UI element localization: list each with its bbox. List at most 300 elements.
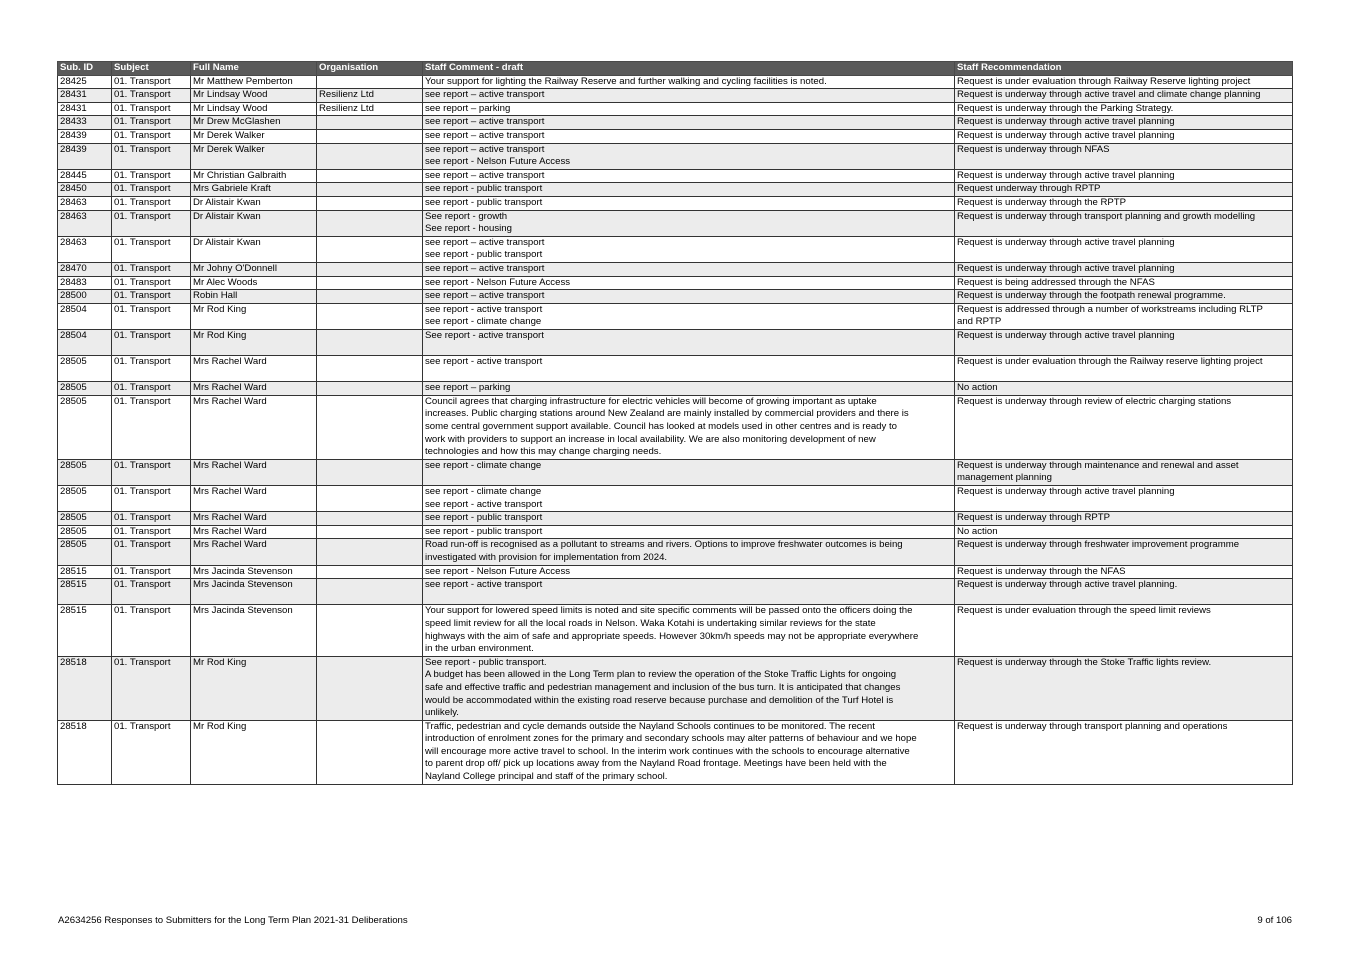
cell-organisation [317, 356, 423, 382]
cell-staff-comment-line: investigated with provision for implementation from 2024. [425, 551, 668, 563]
cell-staff-recommendation-line: Request is underway through active travel planning [957, 236, 1175, 248]
cell-staff-comment-line: see report – active transport [425, 236, 545, 248]
cell-staff-comment [423, 395, 955, 459]
cell-subject: 01. Transport [112, 89, 191, 103]
cell-subject: 01. Transport [112, 720, 191, 784]
cell-organisation [317, 143, 423, 169]
cell-full-name: Mrs Jacinda Stevenson [191, 579, 317, 605]
cell-staff-comment-line: see report - Nelson Future Access [425, 276, 571, 288]
cell-staff-recommendation-line: Request is under evaluation through the Railway reserve lighting project [957, 356, 1263, 368]
cell-staff-recommendation-line: Request is underway through active travel planning [957, 116, 1175, 128]
cell-staff-comment-line: see report - active transport [425, 303, 543, 315]
cell-staff-recommendation [955, 395, 1293, 459]
cell-staff-recommendation-line: Request is underway through review of electric charging stations [957, 395, 1232, 407]
cell-subject: 01. Transport [112, 75, 191, 89]
table-row [58, 89, 1293, 103]
cell-staff-comment-line: technologies and how this may change charging needs. [425, 446, 662, 458]
cell-full-name: Mrs Rachel Ward [191, 382, 317, 396]
cell-subject: 01. Transport [112, 236, 191, 262]
cell-staff-comment-line: will encourage more active travel to school. In the interim work continues with the schools to encourage alternative [425, 745, 910, 757]
cell-staff-comment-line: to parent drop off/ pick up locations away from the Nayland Road frontage. Meetings have been held with the [425, 758, 887, 770]
cell-staff-recommendation-line: management planning [957, 472, 1052, 484]
cell-organisation: Resilienz Ltd [317, 89, 423, 103]
cell-full-name: Mr Lindsay Wood [191, 102, 317, 116]
cell-organisation [317, 262, 423, 276]
cell-staff-recommendation-line: No action [957, 382, 998, 394]
cell-full-name: Mrs Rachel Ward [191, 525, 317, 539]
cell-staff-comment [423, 236, 955, 262]
table-row [58, 525, 1293, 539]
cell-organisation [317, 129, 423, 143]
cell-subject: 01. Transport [112, 512, 191, 526]
table-row [58, 210, 1293, 236]
cell-full-name: Mr Rod King [191, 329, 317, 355]
cell-staff-recommendation-line: Request is underway through NFAS [957, 143, 1110, 155]
cell-sub-id: 28433 [58, 116, 112, 130]
cell-staff-recommendation [955, 210, 1293, 236]
footer-page-number: 9 of 106 [1257, 915, 1292, 926]
cell-staff-recommendation-line [957, 369, 1290, 382]
cell-sub-id: 28463 [58, 236, 112, 262]
cell-staff-comment [423, 525, 955, 539]
cell-organisation [317, 579, 423, 605]
cell-staff-comment-line: Nayland College principal and staff of the primary school. [425, 771, 668, 783]
cell-staff-recommendation-line: Request is underway through freshwater improvement programme [957, 539, 1240, 551]
cell-staff-recommendation [955, 143, 1293, 169]
cell-full-name: Mrs Rachel Ward [191, 512, 317, 526]
cell-subject: 01. Transport [112, 605, 191, 656]
cell-subject: 01. Transport [112, 116, 191, 130]
cell-full-name: Mr Alec Woods [191, 276, 317, 290]
table-row [58, 539, 1293, 565]
cell-sub-id: 28505 [58, 486, 112, 512]
cell-full-name: Mr Derek Walker [191, 129, 317, 143]
cell-staff-comment-line [425, 342, 952, 355]
cell-subject: 01. Transport [112, 486, 191, 512]
table-row [58, 262, 1293, 276]
cell-organisation [317, 382, 423, 396]
cell-subject: 01. Transport [112, 565, 191, 579]
cell-staff-comment [423, 290, 955, 304]
cell-staff-comment-line: see report - public transport [425, 183, 543, 195]
cell-staff-comment-line: see report - public transport [425, 249, 543, 261]
header-staff-comment: Staff Comment - draft [423, 62, 955, 76]
cell-organisation [317, 303, 423, 329]
cell-staff-comment-line: Traffic, pedestrian and cycle demands outside the Nayland Schools continues to be monitored. The recent [425, 720, 875, 732]
cell-staff-recommendation-line: Request is underway through transport planning and operations [957, 720, 1228, 732]
cell-subject: 01. Transport [112, 382, 191, 396]
cell-staff-comment-line: unlikely. [425, 707, 459, 719]
table-row [58, 579, 1293, 605]
table-row [58, 169, 1293, 183]
cell-subject: 01. Transport [112, 290, 191, 304]
cell-staff-comment-line: see report - Nelson Future Access [425, 156, 571, 168]
cell-staff-recommendation [955, 116, 1293, 130]
cell-sub-id: 28431 [58, 89, 112, 103]
cell-staff-comment-line: increases. Public charging stations around New Zealand are mainly installed by commercial providers and there is [425, 408, 909, 420]
cell-staff-comment-line: see report - active transport [425, 498, 543, 510]
cell-sub-id: 28515 [58, 565, 112, 579]
header-staff-recommendation: Staff Recommendation [955, 62, 1293, 76]
cell-staff-recommendation [955, 579, 1293, 605]
cell-staff-recommendation-line: and RPTP [957, 316, 1002, 328]
cell-staff-comment-line: Your support for lighting the Railway Reserve and further walking and cycling facilities is noted. [425, 75, 827, 87]
cell-organisation [317, 169, 423, 183]
cell-organisation [317, 656, 423, 720]
cell-sub-id: 28515 [58, 605, 112, 656]
cell-staff-recommendation-line [957, 342, 1290, 355]
cell-staff-recommendation [955, 262, 1293, 276]
cell-subject: 01. Transport [112, 143, 191, 169]
cell-staff-comment-line: in the urban environment. [425, 643, 534, 655]
cell-organisation [317, 116, 423, 130]
cell-staff-recommendation [955, 656, 1293, 720]
cell-staff-recommendation-line: Request is underway through the footpath renewal programme. [957, 290, 1226, 302]
cell-staff-recommendation-line: Request is underway through active travel and climate change planning [957, 89, 1261, 101]
table-row [58, 382, 1293, 396]
cell-staff-comment [423, 486, 955, 512]
cell-staff-recommendation [955, 565, 1293, 579]
cell-staff-recommendation [955, 196, 1293, 210]
cell-staff-recommendation [955, 525, 1293, 539]
cell-staff-recommendation [955, 486, 1293, 512]
cell-staff-comment-line: some central government support available. Council has looked at models used in other centres and is ready to [425, 421, 897, 433]
cell-full-name: Mrs Rachel Ward [191, 395, 317, 459]
cell-full-name: Mrs Rachel Ward [191, 459, 317, 485]
cell-staff-comment-line: See report - housing [425, 223, 512, 235]
cell-staff-comment-line: see report – active transport [425, 143, 545, 155]
table-row [58, 75, 1293, 89]
cell-subject: 01. Transport [112, 395, 191, 459]
cell-full-name: Mrs Jacinda Stevenson [191, 565, 317, 579]
cell-organisation [317, 290, 423, 304]
cell-sub-id: 28505 [58, 395, 112, 459]
cell-staff-comment [423, 169, 955, 183]
cell-sub-id: 28515 [58, 579, 112, 605]
table-row [58, 303, 1293, 329]
cell-staff-comment-line: See report - active transport [425, 329, 544, 341]
cell-staff-comment-line: See report - public transport. [425, 656, 547, 668]
cell-organisation [317, 605, 423, 656]
cell-full-name: Mr Johny O'Donnell [191, 262, 317, 276]
cell-staff-comment-line: speed limit review for all the local roads in Nelson. Waka Kotahi is undertaking similar reviews for the state [425, 617, 876, 629]
cell-subject: 01. Transport [112, 262, 191, 276]
cell-organisation [317, 525, 423, 539]
cell-subject: 01. Transport [112, 579, 191, 605]
cell-full-name: Mr Derek Walker [191, 143, 317, 169]
cell-organisation [317, 565, 423, 579]
cell-sub-id: 28450 [58, 183, 112, 197]
cell-organisation [317, 329, 423, 355]
cell-staff-recommendation-line [957, 592, 1290, 605]
header-sub-id: Sub. ID [58, 62, 112, 76]
cell-staff-comment [423, 303, 955, 329]
cell-staff-comment-line: introduction of enrolment zones for the primary and secondary schools may alter patterns of behaviour and we hope [425, 733, 917, 745]
cell-sub-id: 28505 [58, 512, 112, 526]
cell-staff-recommendation-line: Request is under evaluation through the speed limit reviews [957, 605, 1211, 617]
cell-sub-id: 28425 [58, 75, 112, 89]
cell-staff-recommendation-line: Request underway through RPTP [957, 183, 1101, 195]
cell-staff-comment-line: A budget has been allowed in the Long Term plan to review the operation of the Stoke Traffic Lights for ongoing [425, 669, 897, 681]
cell-staff-recommendation-line: Request is underway through transport planning and growth modelling [957, 210, 1256, 222]
table-row [58, 129, 1293, 143]
table-row [58, 565, 1293, 579]
cell-staff-comment [423, 539, 955, 565]
cell-subject: 01. Transport [112, 303, 191, 329]
cell-subject: 01. Transport [112, 539, 191, 565]
table-row [58, 116, 1293, 130]
cell-staff-recommendation [955, 89, 1293, 103]
table-row [58, 329, 1293, 355]
cell-staff-comment-line: would be accommodated within the existing road reserve because purchase and demolition of the Turf Hotel is [425, 694, 894, 706]
cell-staff-comment [423, 565, 955, 579]
cell-staff-comment-line: see report – active transport [425, 129, 545, 141]
cell-staff-comment-line: see report - climate change [425, 486, 542, 497]
cell-staff-comment [423, 276, 955, 290]
cell-staff-comment [423, 210, 955, 236]
cell-sub-id: 28500 [58, 290, 112, 304]
cell-full-name: Mrs Jacinda Stevenson [191, 605, 317, 656]
cell-full-name: Mrs Gabriele Kraft [191, 183, 317, 197]
cell-sub-id: 28470 [58, 262, 112, 276]
cell-staff-recommendation-line: Request is underway through the NFAS [957, 565, 1126, 577]
cell-full-name: Mr Lindsay Wood [191, 89, 317, 103]
cell-staff-comment-line: see report - public transport [425, 512, 543, 524]
cell-organisation [317, 75, 423, 89]
cell-staff-comment-line: see report – active transport [425, 89, 545, 101]
table-body [58, 75, 1293, 784]
cell-staff-recommendation-line: Request is underway through active travel planning [957, 262, 1175, 274]
cell-staff-recommendation-line: Request is underway through active travel planning [957, 129, 1175, 141]
table-row [58, 605, 1293, 656]
cell-organisation [317, 486, 423, 512]
cell-organisation: Resilienz Ltd [317, 102, 423, 116]
cell-staff-recommendation [955, 236, 1293, 262]
cell-staff-comment [423, 720, 955, 784]
cell-subject: 01. Transport [112, 102, 191, 116]
cell-subject: 01. Transport [112, 210, 191, 236]
cell-full-name: Mr Rod King [191, 303, 317, 329]
cell-staff-recommendation [955, 459, 1293, 485]
table-row [58, 486, 1293, 512]
cell-subject: 01. Transport [112, 169, 191, 183]
cell-sub-id: 28431 [58, 102, 112, 116]
table-row [58, 276, 1293, 290]
cell-staff-recommendation-line: Request is underway through the RPTP [957, 196, 1127, 208]
cell-staff-comment [423, 89, 955, 103]
cell-staff-comment [423, 102, 955, 116]
cell-staff-recommendation-line: Request is underway through the Stoke Traffic lights review. [957, 656, 1212, 668]
cell-staff-recommendation-line: Request is underway through maintenance and renewal and asset [957, 459, 1239, 471]
cell-subject: 01. Transport [112, 356, 191, 382]
cell-staff-recommendation [955, 512, 1293, 526]
cell-staff-comment-line: see report – active transport [425, 116, 545, 128]
cell-staff-comment [423, 356, 955, 382]
cell-subject: 01. Transport [112, 656, 191, 720]
cell-staff-recommendation [955, 129, 1293, 143]
cell-staff-comment [423, 605, 955, 656]
cell-staff-comment-line: See report - growth [425, 210, 508, 222]
cell-organisation [317, 720, 423, 784]
table-row [58, 720, 1293, 784]
cell-staff-comment [423, 656, 955, 720]
cell-full-name: Mr Rod King [191, 656, 317, 720]
cell-staff-recommendation [955, 290, 1293, 304]
cell-staff-recommendation [955, 720, 1293, 784]
cell-staff-recommendation [955, 303, 1293, 329]
cell-staff-recommendation [955, 75, 1293, 89]
cell-staff-comment [423, 382, 955, 396]
cell-staff-comment [423, 329, 955, 355]
cell-staff-recommendation-line: Request is underway through active travel planning. [957, 579, 1178, 591]
header-subject: Subject [112, 62, 191, 76]
cell-subject: 01. Transport [112, 196, 191, 210]
header-full-name: Full Name [191, 62, 317, 76]
cell-staff-comment-line: see report - Nelson Future Access [425, 565, 571, 577]
cell-subject: 01. Transport [112, 129, 191, 143]
cell-staff-comment [423, 116, 955, 130]
cell-staff-recommendation-line: Request is underway through active travel planning [957, 169, 1175, 181]
cell-full-name: Mr Rod King [191, 720, 317, 784]
cell-organisation [317, 210, 423, 236]
table-row [58, 143, 1293, 169]
cell-sub-id: 28505 [58, 539, 112, 565]
cell-full-name: Mrs Rachel Ward [191, 539, 317, 565]
table-row [58, 290, 1293, 304]
cell-sub-id: 28505 [58, 382, 112, 396]
cell-full-name: Dr Alistair Kwan [191, 236, 317, 262]
cell-sub-id: 28518 [58, 720, 112, 784]
cell-staff-comment-line: highways with the aim of safe and appropriate speeds. However 30km/h speeds may not be appropriate everywhere [425, 630, 919, 642]
cell-sub-id: 28505 [58, 525, 112, 539]
cell-staff-comment-line: Council agrees that charging infrastructure for electric vehicles will become of growing important as uptake [425, 395, 877, 407]
cell-staff-recommendation-line: Request is under evaluation through Railway Reserve lighting project [957, 75, 1251, 87]
cell-sub-id: 28518 [58, 656, 112, 720]
cell-organisation [317, 395, 423, 459]
cell-staff-recommendation-line: Request is underway through active travel planning [957, 486, 1175, 497]
cell-organisation [317, 512, 423, 526]
cell-subject: 01. Transport [112, 276, 191, 290]
cell-staff-recommendation [955, 329, 1293, 355]
cell-subject: 01. Transport [112, 183, 191, 197]
cell-sub-id: 28445 [58, 169, 112, 183]
cell-staff-comment-line: see report – parking [425, 102, 511, 114]
cell-staff-recommendation-line: Request is underway through active travel planning [957, 329, 1175, 341]
cell-full-name: Mr Drew McGlashen [191, 116, 317, 130]
cell-sub-id: 28505 [58, 459, 112, 485]
cell-staff-comment-line: see report - climate change [425, 316, 542, 328]
cell-staff-recommendation [955, 356, 1293, 382]
cell-staff-comment-line: Your support for lowered speed limits is noted and site specific comments will be passed onto the officers doing the [425, 605, 913, 617]
table-row [58, 183, 1293, 197]
table-row [58, 356, 1293, 382]
cell-staff-comment-line: see report – active transport [425, 262, 545, 274]
cell-staff-comment-line: see report – parking [425, 382, 511, 394]
cell-full-name: Robin Hall [191, 290, 317, 304]
cell-staff-comment-line: see report - active transport [425, 356, 543, 368]
cell-staff-comment-line: see report - climate change [425, 459, 542, 471]
cell-staff-comment [423, 196, 955, 210]
cell-sub-id: 28439 [58, 129, 112, 143]
cell-staff-comment-line: see report - active transport [425, 579, 543, 591]
header-organisation: Organisation [317, 62, 423, 76]
cell-staff-comment [423, 459, 955, 485]
cell-staff-recommendation [955, 169, 1293, 183]
table-header-row [58, 62, 1293, 76]
cell-staff-recommendation-line: Request is addressed through a number of workstreams including RLTP [957, 303, 1263, 315]
cell-staff-comment [423, 143, 955, 169]
table-row [58, 395, 1293, 459]
cell-sub-id: 28463 [58, 196, 112, 210]
cell-sub-id: 28504 [58, 303, 112, 329]
cell-organisation [317, 236, 423, 262]
table-row [58, 459, 1293, 485]
cell-organisation [317, 183, 423, 197]
cell-staff-comment-line: see report – active transport [425, 290, 545, 302]
cell-staff-comment [423, 262, 955, 276]
cell-staff-comment [423, 75, 955, 89]
cell-organisation [317, 196, 423, 210]
cell-staff-recommendation [955, 183, 1293, 197]
cell-staff-comment [423, 512, 955, 526]
cell-staff-comment-line: see report - public transport [425, 525, 543, 537]
cell-staff-comment-line [425, 369, 952, 382]
cell-staff-recommendation-line: Request is underway through RPTP [957, 512, 1111, 524]
cell-full-name: Mr Matthew Pemberton [191, 75, 317, 89]
cell-staff-comment [423, 183, 955, 197]
cell-staff-comment [423, 579, 955, 605]
submissions-table [57, 61, 1293, 785]
cell-sub-id: 28505 [58, 356, 112, 382]
cell-staff-comment-line: work with providers to support an increase in local availability. We are also monitoring development of new [425, 433, 876, 445]
cell-full-name: Mrs Rachel Ward [191, 486, 317, 512]
cell-sub-id: 28439 [58, 143, 112, 169]
cell-staff-comment-line [425, 592, 952, 605]
cell-full-name: Mr Christian Galbraith [191, 169, 317, 183]
table-row [58, 102, 1293, 116]
cell-staff-comment-line: safe and effective traffic and pedestrian management and inclusion of the bus turn. It is anticipated that changes [425, 681, 901, 693]
cell-staff-comment-line: Road run-off is recognised as a pollutant to streams and rivers. Options to improve freshwater outcomes is being [425, 539, 903, 551]
cell-staff-comment-line: see report - public transport [425, 196, 543, 208]
cell-staff-comment-line: see report – active transport [425, 169, 545, 181]
cell-staff-recommendation [955, 382, 1293, 396]
cell-sub-id: 28504 [58, 329, 112, 355]
cell-sub-id: 28463 [58, 210, 112, 236]
table-row [58, 196, 1293, 210]
cell-organisation [317, 276, 423, 290]
cell-staff-recommendation [955, 276, 1293, 290]
cell-subject: 01. Transport [112, 459, 191, 485]
cell-full-name: Mrs Rachel Ward [191, 356, 317, 382]
cell-full-name: Dr Alistair Kwan [191, 196, 317, 210]
cell-sub-id: 28483 [58, 276, 112, 290]
table-row [58, 512, 1293, 526]
cell-staff-recommendation [955, 605, 1293, 656]
cell-organisation [317, 539, 423, 565]
footer-document-title: A2634256 Responses to Submitters for the Long Term Plan 2021-31 Deliberations [58, 915, 408, 926]
cell-staff-recommendation-line: Request is being addressed through the NFAS [957, 276, 1155, 288]
cell-staff-recommendation [955, 539, 1293, 565]
cell-staff-recommendation [955, 102, 1293, 116]
cell-organisation [317, 459, 423, 485]
cell-staff-comment [423, 129, 955, 143]
cell-full-name: Dr Alistair Kwan [191, 210, 317, 236]
cell-staff-recommendation-line: No action [957, 525, 998, 537]
cell-subject: 01. Transport [112, 329, 191, 355]
cell-staff-recommendation-line: Request is underway through the Parking Strategy. [957, 102, 1174, 114]
table-row [58, 656, 1293, 720]
table-row [58, 236, 1293, 262]
